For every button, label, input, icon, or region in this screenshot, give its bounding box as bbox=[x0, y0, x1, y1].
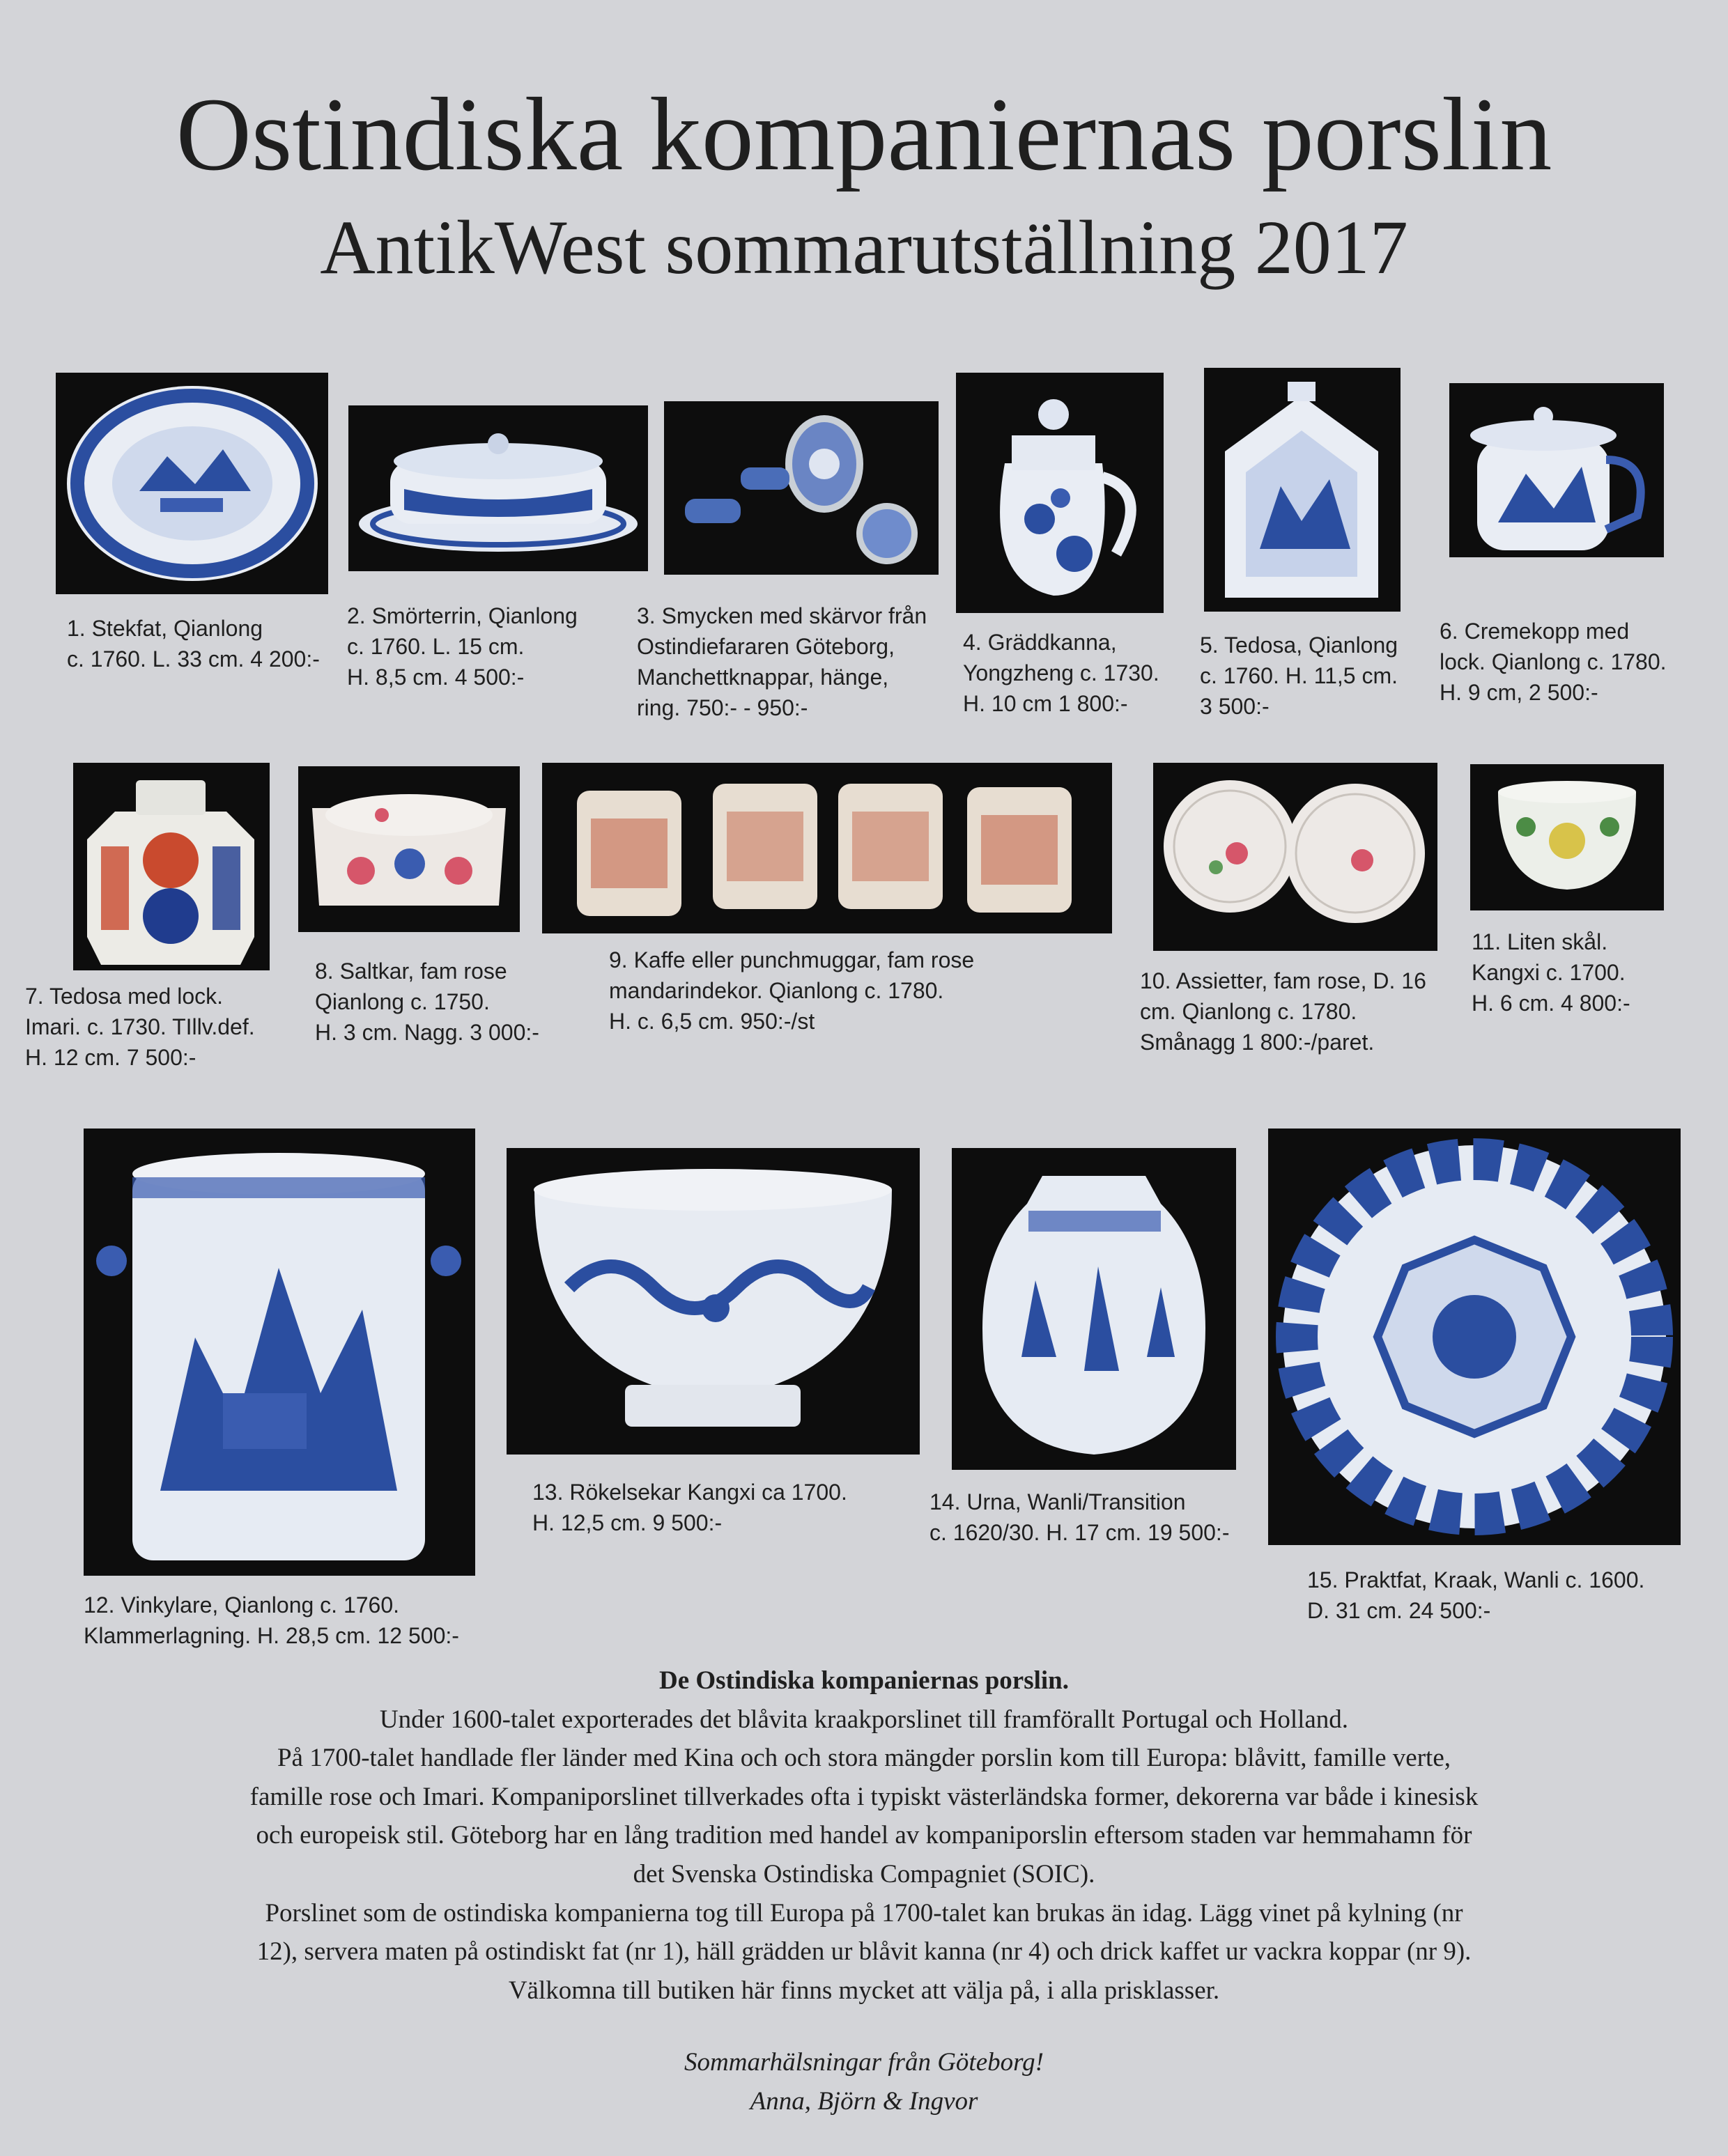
photo-13-incense-burner bbox=[507, 1148, 920, 1455]
article-paragraph-2-line-4: det Svenska Ostindiska Compagniet (SOIC). bbox=[633, 1859, 1095, 1889]
caption-9: 9. Kaffe eller punchmuggar, fam rose mandarindekor. Qianlong c. 1780. H. c. 6,5 cm. 950:-/st bbox=[609, 947, 975, 1034]
photo-4-cream-jug bbox=[956, 373, 1164, 613]
photo-9-coffee-mugs bbox=[542, 763, 1112, 933]
caption-1: 1. Stekfat, Qianlong c. 1760. L. 33 cm. 4 200:- bbox=[67, 616, 320, 672]
photo-14-urn bbox=[952, 1148, 1236, 1470]
caption-3: 3. Smycken med skärvor från Ostindiefararen Göteborg, Manchettknappar, hänge, ring. 750:- - 950:- bbox=[637, 603, 927, 720]
caption-5: 5. Tedosa, Qianlong c. 1760. H. 11,5 cm. 3 500:- bbox=[1200, 633, 1398, 719]
page-subtitle: AntikWest sommarutställning 2017 bbox=[320, 205, 1408, 290]
caption-13: 13. Rökelsekar Kangxi ca 1700. H. 12,5 cm. 9 500:- bbox=[532, 1480, 847, 1535]
article-paragraph-2-line-3: och europeisk stil. Göteborg har en lång tradition med handel av kompaniporslin eftersom staden var hemmahamn för bbox=[256, 1821, 1472, 1850]
article bbox=[111, 1661, 1617, 2121]
caption-2: 2. Smörterrin, Qianlong c. 1760. L. 15 cm. H. 8,5 cm. 4 500:- bbox=[347, 603, 578, 690]
photo-3-jewelry bbox=[664, 401, 939, 575]
caption-8: 8. Saltkar, fam rose Qianlong c. 1750. H. 3 cm. Nagg. 3 000:- bbox=[315, 959, 539, 1045]
caption-7: 7. Tedosa med lock. Imari. c. 1730. TIllv.def. H. 12 cm. 7 500:- bbox=[25, 984, 255, 1070]
article-paragraph-2-line-1: På 1700-talet handlade fler länder med Kina och och stora mängder porslin kom till Europa: blåvitt, famille verte, bbox=[277, 1744, 1451, 1773]
article-paragraph-4: Välkomna till butiken här finns mycket att välja på, i alla prisklasser. bbox=[508, 1976, 1220, 2005]
caption-11: 11. Liten skål. Kangxi c. 1700. H. 6 cm. 4 800:- bbox=[1472, 929, 1630, 1016]
article-heading: De Ostindiska kompaniernas porslin. bbox=[658, 1666, 1070, 1695]
signature: Anna, Björn & Ingvor bbox=[750, 2086, 978, 2116]
photo-5-tea-caddy bbox=[1204, 368, 1401, 612]
caption-12: 12. Vinkylare, Qianlong c. 1760. Klammerlagning. H. 28,5 cm. 12 500:- bbox=[84, 1592, 459, 1648]
caption-4: 4. Gräddkanna, Yongzheng c. 1730. H. 10 cm 1 800:- bbox=[963, 630, 1159, 716]
photo-15-kraak-dish bbox=[1268, 1129, 1681, 1545]
article-paragraph-1: Under 1600-talet exporterades det blåvita kraakporslinet till framförallt Portugal och Holland. bbox=[379, 1705, 1349, 1734]
greeting: Sommarhälsningar från Göteborg! bbox=[684, 2048, 1044, 2077]
photo-1-platter bbox=[56, 373, 328, 594]
photo-2-butter-tureen bbox=[348, 405, 648, 571]
caption-14: 14. Urna, Wanli/Transition c. 1620/30. H. 17 cm. 19 500:- bbox=[929, 1489, 1230, 1545]
photo-11-small-bowl bbox=[1470, 764, 1664, 910]
caption-10: 10. Assietter, fam rose, D. 16 cm. Qianlong c. 1780. Smånagg 1 800:-/paret. bbox=[1140, 968, 1426, 1055]
article-paragraph-2-line-2: famille rose och Imari. Kompaniporslinet tillverkades ofta i typiskt västerländska former, dekorerna var både i kinesisk bbox=[249, 1782, 1479, 1811]
photo-7-imari-tea-caddy bbox=[73, 763, 270, 970]
page-title: Ostindiska kompaniernas porslin bbox=[176, 77, 1552, 192]
photo-6-cream-cup bbox=[1449, 383, 1664, 557]
photo-12-wine-cooler bbox=[84, 1129, 475, 1576]
article-paragraph-3-line-1: Porslinet som de ostindiska kompanierna tog till Europa på 1700-talet kan brukas än idag. Lägg vinet på kylning (nr bbox=[265, 1898, 1463, 1928]
photo-8-salt-cellar bbox=[298, 766, 520, 932]
photo-10-plates bbox=[1153, 763, 1437, 951]
caption-15: 15. Praktfat, Kraak, Wanli c. 1600. D. 31 cm. 24 500:- bbox=[1307, 1567, 1645, 1623]
caption-6: 6. Cremekopp med lock. Qianlong c. 1780. H. 9 cm, 2 500:- bbox=[1440, 619, 1667, 705]
article-paragraph-3-line-2: 12), servera maten på ostindiskt fat (nr 1), häll grädden ur blåvit kanna (nr 4) och drick kaffet ur vackra koppar (nr 9). bbox=[256, 1937, 1472, 1967]
